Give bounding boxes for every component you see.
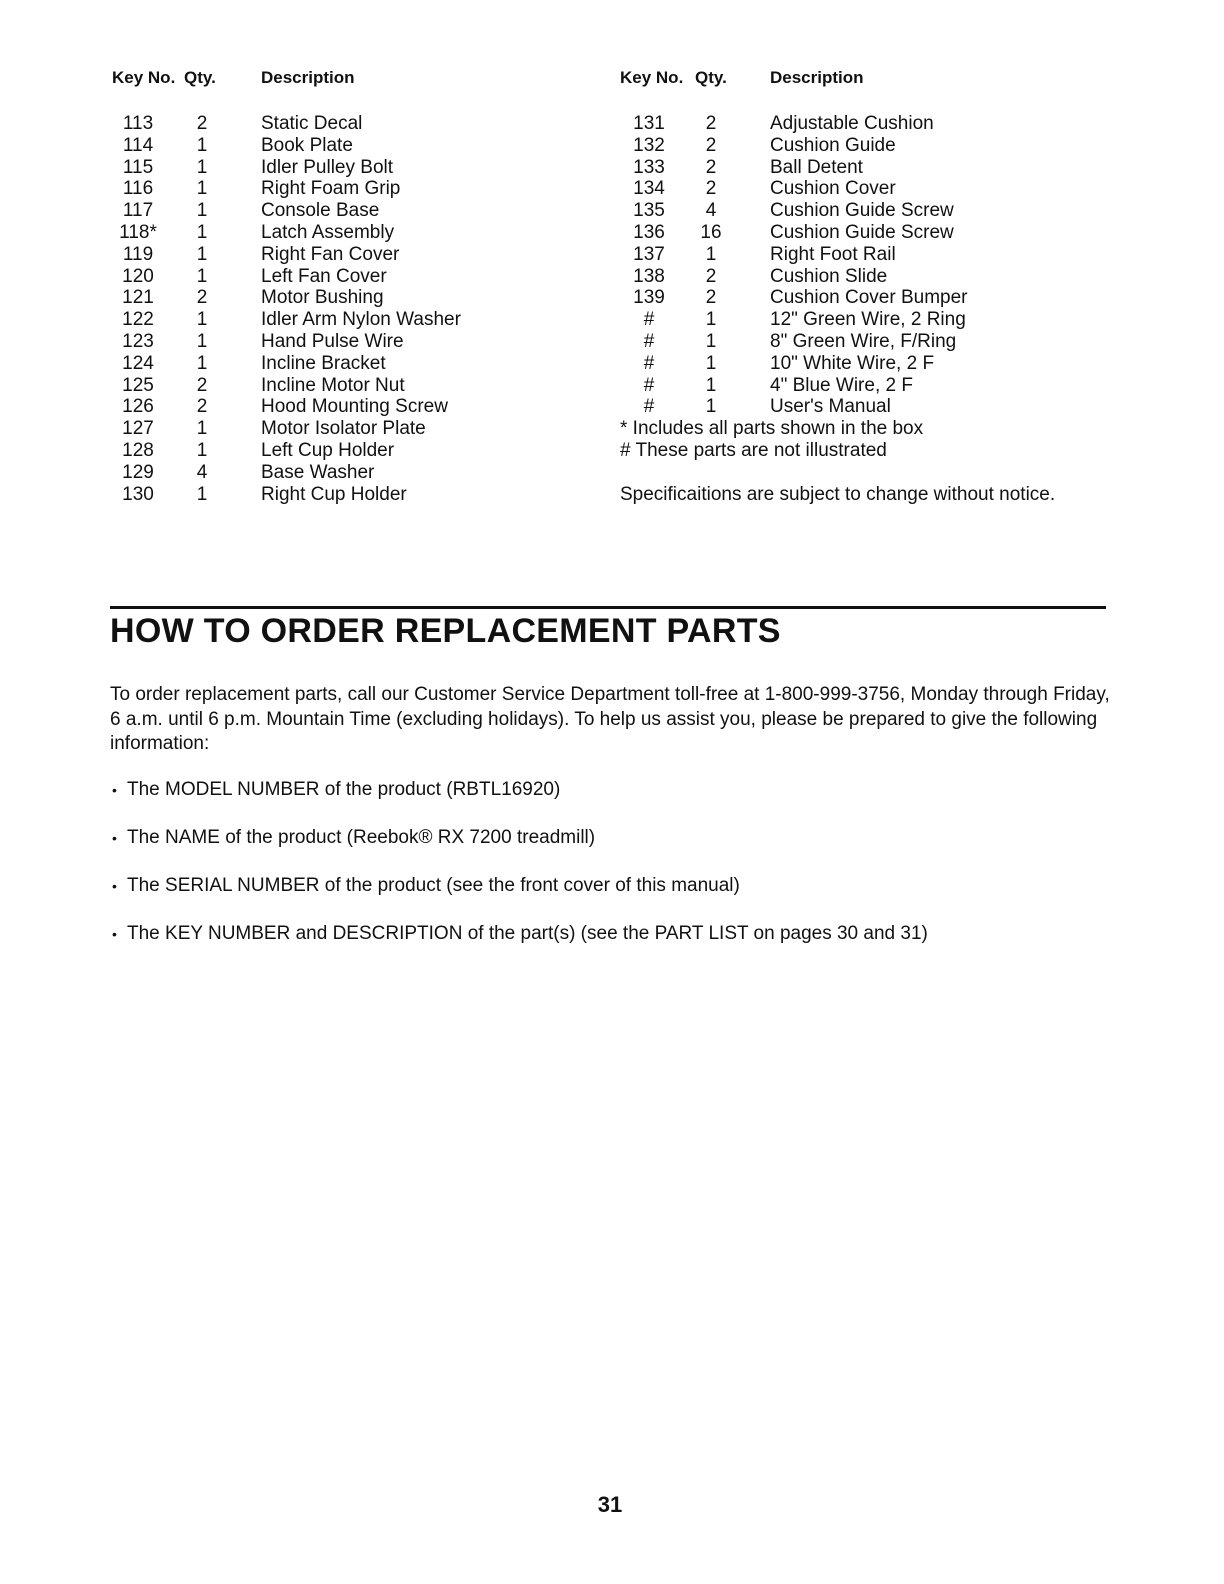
parts-row <box>112 135 592 157</box>
key-no-cell: 135 <box>633 200 665 222</box>
key-no-cell: 118* <box>119 221 157 243</box>
parts-row <box>620 113 1140 135</box>
list-item-text: The SERIAL NUMBER of the product (see the front cover of this manual) <box>127 875 740 896</box>
parts-header <box>620 68 1140 94</box>
bullet-icon: • <box>112 878 117 894</box>
description-cell: Static Decal <box>261 113 363 134</box>
description-cell: 12" Green Wire, 2 Ring <box>770 309 966 331</box>
description-cell: 10" White Wire, 2 F <box>770 352 935 374</box>
description-cell: Console Base <box>261 200 380 222</box>
parts-row <box>112 418 592 440</box>
list-item <box>110 826 1110 850</box>
qty-cell: 4 <box>705 200 717 222</box>
list-item <box>110 778 1110 802</box>
list-item <box>110 874 1110 898</box>
key-no-cell: 117 <box>122 200 154 222</box>
key-no-cell: 127 <box>122 418 154 440</box>
parts-row <box>620 331 1140 353</box>
key-no-cell: 123 <box>122 330 154 352</box>
qty-cell: 1 <box>196 330 208 352</box>
key-no-cell: # <box>643 330 655 352</box>
parts-list-right <box>620 68 1140 506</box>
parts-row <box>112 287 592 309</box>
bullet-icon: • <box>112 926 117 942</box>
qty-cell: 1 <box>705 243 717 265</box>
parts-rows <box>112 113 592 505</box>
key-no-cell: 115 <box>122 156 154 178</box>
qty-cell: 2 <box>705 113 717 134</box>
description-cell: Idler Arm Nylon Washer <box>261 309 461 331</box>
parts-row <box>620 178 1140 200</box>
description-cell: Latch Assembly <box>261 221 395 243</box>
description-cell: Left Cup Holder <box>261 439 395 461</box>
description-cell: Ball Detent <box>770 156 863 178</box>
description-cell: Motor Bushing <box>261 287 384 309</box>
parts-row <box>112 266 592 288</box>
key-no-cell: 139 <box>633 287 665 309</box>
qty-cell: 1 <box>196 156 208 178</box>
key-no-cell: 138 <box>633 265 665 287</box>
parts-row <box>112 113 592 135</box>
qty-cell: 1 <box>705 374 717 396</box>
key-no-cell: 113 <box>122 113 154 134</box>
description-cell: Idler Pulley Bolt <box>261 156 394 178</box>
key-no-cell: 137 <box>633 243 665 265</box>
key-no-cell: # <box>643 309 655 331</box>
qty-cell: 1 <box>705 352 717 374</box>
parts-row <box>620 200 1140 222</box>
qty-cell: 2 <box>705 265 717 287</box>
key-no-cell: 125 <box>122 374 154 396</box>
qty-cell: 2 <box>196 396 208 418</box>
qty-cell: 1 <box>196 265 208 287</box>
description-cell: Cushion Guide Screw <box>770 221 954 243</box>
qty-cell: 2 <box>705 134 717 156</box>
qty-cell: 2 <box>196 374 208 396</box>
parts-row <box>112 309 592 331</box>
key-no-cell: 121 <box>122 287 154 309</box>
list-item-text: The KEY NUMBER and DESCRIPTION of the part(s) (see the PART LIST on pages 30 and 31) <box>127 923 928 944</box>
order-instructions: To order replacement parts, call our Customer Service Department toll-free at 1-800-999-3756, Monday through Friday, 6 a.m. until 6 p.m. Mountain Time (excluding holidays). To help us assist you, please be prepared to give the following information: <box>110 684 1110 754</box>
parts-row <box>112 440 592 462</box>
description-cell: Base Washer <box>261 461 375 483</box>
qty-cell: 1 <box>705 396 717 418</box>
parts-row <box>620 287 1140 309</box>
description-cell: 8" Green Wire, F/Ring <box>770 330 957 352</box>
parts-rows <box>620 113 1140 418</box>
qty-cell: 2 <box>196 113 208 134</box>
description-cell: Right Foot Rail <box>770 243 896 265</box>
description-cell: Cushion Cover <box>770 178 896 200</box>
bullet-icon: • <box>112 830 117 846</box>
parts-row <box>112 462 592 484</box>
parts-row <box>112 396 592 418</box>
parts-row <box>112 484 592 506</box>
key-no-cell: 124 <box>122 352 154 374</box>
parts-row <box>112 375 592 397</box>
qty-cell: 1 <box>196 243 208 265</box>
description-cell: Hand Pulse Wire <box>261 330 404 352</box>
qty-cell: 1 <box>705 309 717 331</box>
description-cell: Motor Isolator Plate <box>261 418 426 440</box>
parts-row <box>112 222 592 244</box>
qty-cell: 4 <box>196 461 208 483</box>
key-no-cell: 130 <box>122 483 154 505</box>
parts-row <box>112 157 592 179</box>
parts-row <box>620 309 1140 331</box>
key-no-cell: 119 <box>122 243 154 265</box>
info-list <box>110 778 1110 970</box>
key-no-cell: 132 <box>633 134 665 156</box>
qty-cell: 1 <box>196 439 208 461</box>
qty-cell: 16 <box>700 221 722 243</box>
header-description: Description <box>261 68 355 87</box>
qty-cell: 1 <box>196 418 208 440</box>
header-key-no: Key No. <box>620 68 684 87</box>
key-no-cell: 128 <box>122 439 154 461</box>
parts-row <box>620 244 1140 266</box>
hash-note: # These parts are not illustrated <box>620 439 887 461</box>
parts-header <box>112 68 592 94</box>
qty-cell: 1 <box>196 200 208 222</box>
header-key-no: Key No. <box>112 68 176 87</box>
header-description: Description <box>770 68 864 87</box>
qty-cell: 1 <box>196 309 208 331</box>
description-cell: Right Fan Cover <box>261 243 400 265</box>
bullet-icon: • <box>112 782 117 798</box>
qty-cell: 2 <box>196 287 208 309</box>
description-cell: Incline Bracket <box>261 352 386 374</box>
parts-row <box>620 135 1140 157</box>
list-item <box>110 922 1110 946</box>
key-no-cell: 120 <box>122 265 154 287</box>
description-cell: Cushion Cover Bumper <box>770 287 968 309</box>
description-cell: Left Fan Cover <box>261 265 387 287</box>
key-no-cell: # <box>643 374 655 396</box>
parts-row <box>620 266 1140 288</box>
description-cell: Right Foam Grip <box>261 178 401 200</box>
qty-cell: 1 <box>196 483 208 505</box>
key-no-cell: 126 <box>122 396 154 418</box>
qty-cell: 2 <box>705 178 717 200</box>
qty-cell: 1 <box>705 330 717 352</box>
parts-row <box>620 353 1140 375</box>
description-cell: Incline Motor Nut <box>261 374 405 396</box>
key-no-cell: 136 <box>633 221 665 243</box>
description-cell: 4" Blue Wire, 2 F <box>770 374 913 396</box>
key-no-cell: 134 <box>633 178 665 200</box>
parts-row <box>620 375 1140 397</box>
parts-row <box>112 331 592 353</box>
description-cell: Cushion Guide Screw <box>770 200 954 222</box>
parts-row <box>112 353 592 375</box>
page-number: 31 <box>597 1492 623 1517</box>
key-no-cell: # <box>643 396 655 418</box>
description-cell: Right Cup Holder <box>261 483 407 505</box>
key-no-cell: 133 <box>633 156 665 178</box>
qty-cell: 1 <box>196 134 208 156</box>
qty-cell: 1 <box>196 178 208 200</box>
list-item-text: The MODEL NUMBER of the product (RBTL16920) <box>127 779 561 800</box>
key-no-cell: # <box>643 352 655 374</box>
description-cell: Book Plate <box>261 134 353 156</box>
key-no-cell: 114 <box>122 134 154 156</box>
description-cell: Cushion Guide <box>770 134 896 156</box>
parts-row <box>620 396 1140 418</box>
description-cell: User's Manual <box>770 396 891 418</box>
section-title: HOW TO ORDER REPLACEMENT PARTS <box>110 612 781 650</box>
key-no-cell: 129 <box>122 461 154 483</box>
description-cell: Adjustable Cushion <box>770 113 934 134</box>
key-no-cell: 131 <box>633 113 665 134</box>
description-cell: Hood Mounting Screw <box>261 396 448 418</box>
parts-row <box>112 200 592 222</box>
qty-cell: 1 <box>196 352 208 374</box>
specifications-note: Specificaitions are subject to change without notice. <box>620 483 1056 505</box>
list-item-text: The NAME of the product (Reebok® RX 7200 treadmill) <box>127 827 596 848</box>
key-no-cell: 116 <box>122 178 154 200</box>
qty-cell: 2 <box>705 156 717 178</box>
parts-row <box>112 244 592 266</box>
qty-cell: 1 <box>196 221 208 243</box>
header-qty: Qty. <box>695 68 727 87</box>
parts-row <box>112 178 592 200</box>
parts-row <box>620 157 1140 179</box>
description-cell: Cushion Slide <box>770 265 888 287</box>
key-no-cell: 122 <box>122 309 154 331</box>
header-qty: Qty. <box>184 68 216 87</box>
qty-cell: 2 <box>705 287 717 309</box>
asterisk-note: * Includes all parts shown in the box <box>620 418 924 440</box>
parts-row <box>620 222 1140 244</box>
section-divider <box>110 606 1106 609</box>
parts-list-left <box>112 68 592 505</box>
